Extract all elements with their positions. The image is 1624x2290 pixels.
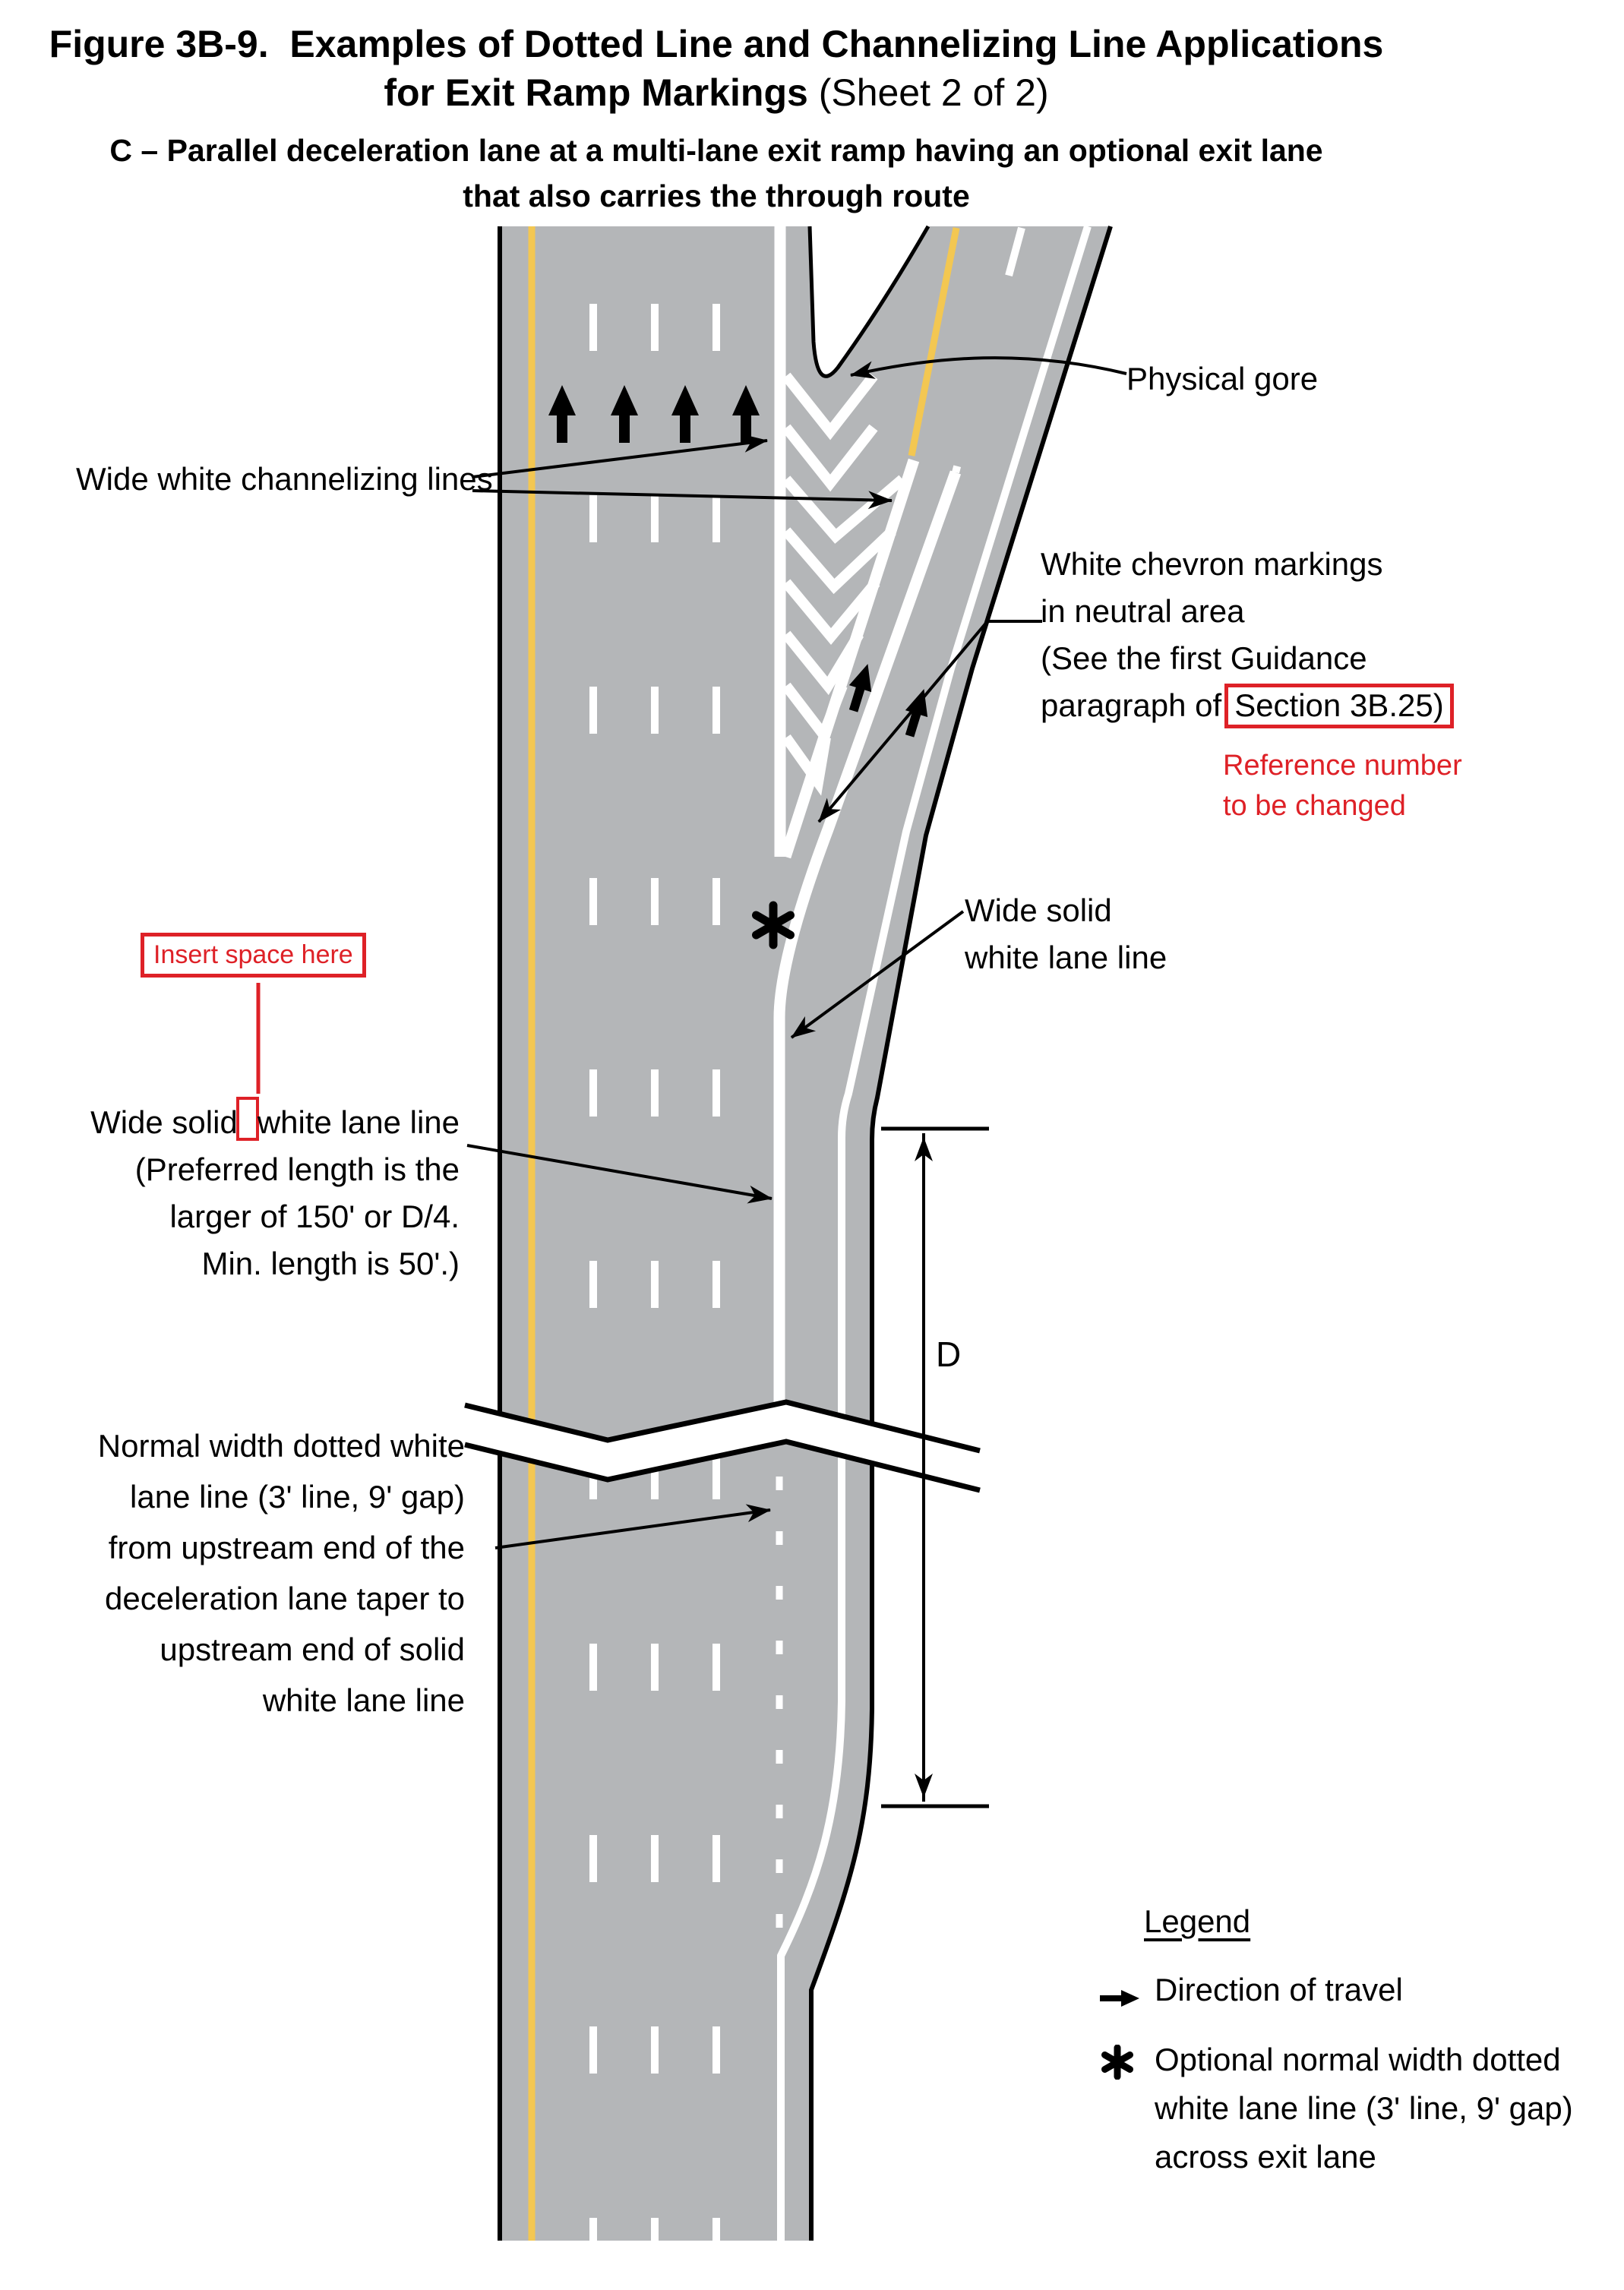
legend <box>1100 1897 1573 2181</box>
legend-item-optional-dotted: Optional normal width dotted white lane line (3' line, 9' gap) across exit lane <box>1100 2036 1573 2181</box>
missing-space-redbox <box>236 1097 259 1141</box>
dimension-d-label: D <box>936 1335 962 1374</box>
section-subtitle <box>0 128 1433 219</box>
asterisk-icon <box>1100 2036 1155 2093</box>
insert-space-annotation: Insert space here <box>141 933 366 978</box>
chevron-markings-note: White chevron markings in neutral area (See the first Guidance paragraph of Section 3B.25) <box>1041 541 1454 729</box>
figure-title <box>0 20 1433 117</box>
legend-heading: Legend <box>1144 1903 1251 1939</box>
figure-title-line2: for Exit Ramp Markings (Sheet 2 of 2) <box>384 71 1049 114</box>
channelizing-lines-label: Wide white channelizing lines <box>76 461 493 497</box>
physical-gore-label: Physical gore <box>1126 361 1319 396</box>
wide-solid-right-label: Wide solid white lane line <box>965 892 1167 975</box>
section-reference-redbox: Section 3B.25) <box>1224 684 1454 728</box>
legend-item-direction: Direction of travel <box>1100 1966 1573 2023</box>
reference-note: Reference number to be changed <box>1223 750 1462 822</box>
normal-width-dotted-label: Normal width dotted white lane line (3' line, 9' gap) from upstream end of the deceleration lane taper to upstream end of solid white lane line <box>97 1428 465 1718</box>
wide-solid-left-label: Wide solid white lane line (Preferred length is the larger of 150' or D/4. Min. length is 50'.) <box>76 1097 460 1287</box>
section-subtitle-line1: C – Parallel deceleration lane at a multi-lane exit ramp having an optional exit lane <box>109 133 1323 168</box>
section-subtitle-line2: that also carries the through route <box>463 178 970 213</box>
direction-arrow-icon <box>1100 1966 1155 2023</box>
figure-title-line1: Figure 3B-9. Examples of Dotted Line and Channelizing Line Applications <box>49 23 1384 65</box>
